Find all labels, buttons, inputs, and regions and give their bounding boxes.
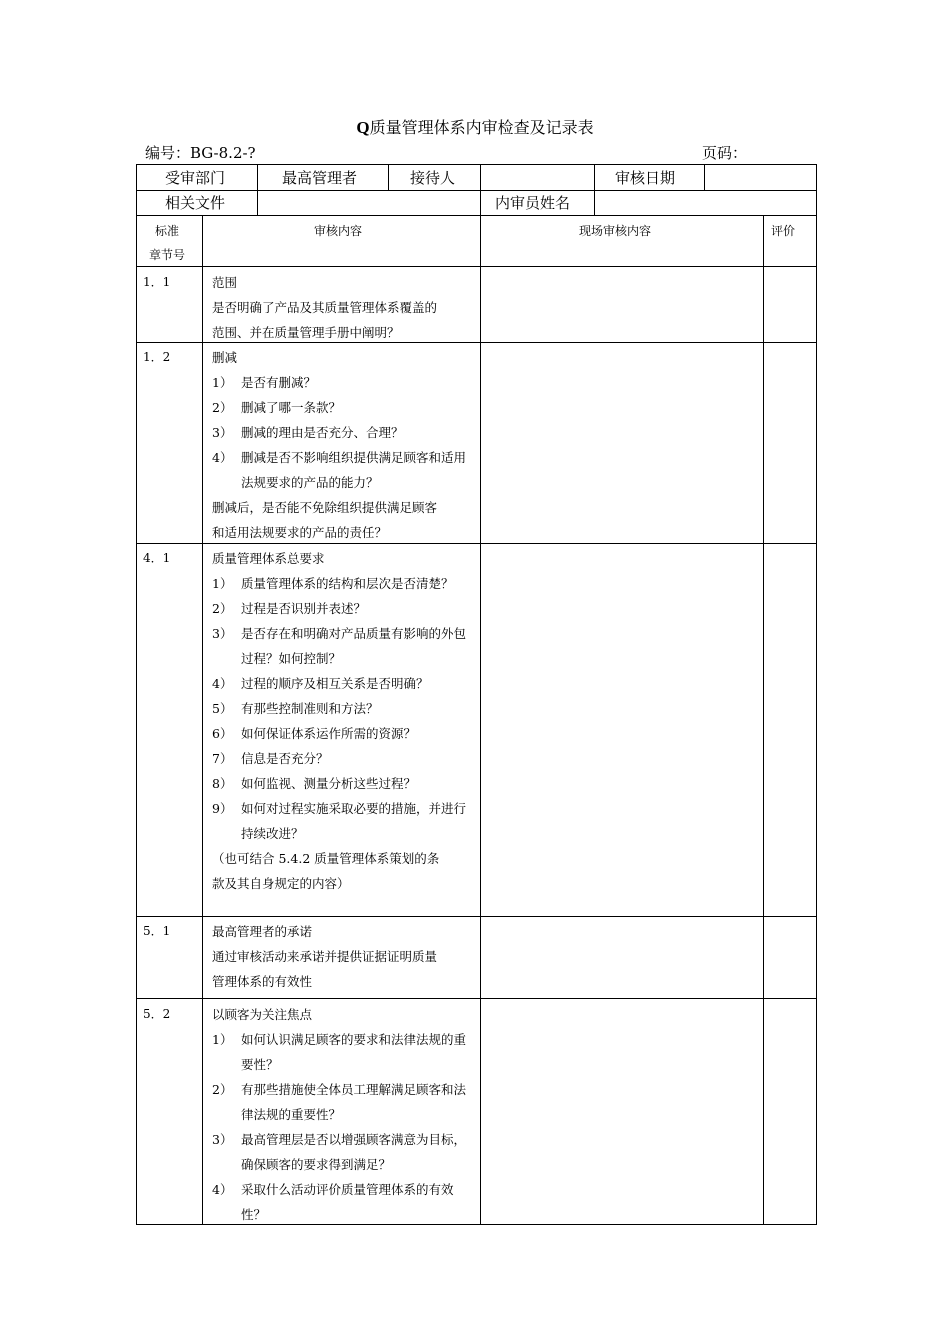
label-top-management: 最高管理者 [282, 169, 358, 187]
item-text: 信息是否充分？ [241, 751, 329, 766]
list-item [212, 796, 474, 846]
content-line: 是否明确了产品及其质量管理体系覆盖的 [212, 300, 438, 315]
content-line: 删减后，是否能不免除组织提供满足顾客 [212, 500, 438, 515]
row-divider [136, 190, 817, 191]
item-number: 1） [212, 576, 233, 591]
item-number: 7） [212, 751, 233, 766]
list-item [212, 445, 474, 495]
label-related-docs: 相关文件 [165, 194, 226, 212]
list-item [212, 721, 474, 746]
form-title [0, 118, 950, 138]
col-divider [480, 190, 481, 215]
item-number: 1） [212, 1032, 233, 1047]
list-item [212, 1077, 474, 1127]
item-text: 有那些控制准则和方法？ [241, 701, 379, 716]
item-number: 3） [212, 425, 233, 440]
item-text: 删减是否不影响组织提供满足顾客和适用法规要求的产品的能力？ [241, 450, 467, 490]
item-text: 删减的理由是否充分、合理？ [241, 425, 404, 440]
item-number: 5） [212, 701, 233, 716]
item-text: 如何监视、测量分析这些过程？ [241, 776, 417, 791]
col-divider [257, 164, 258, 190]
item-text: 删减了哪一条款？ [241, 400, 342, 415]
list-item [212, 395, 474, 420]
row-divider [136, 998, 817, 999]
row-divider [136, 215, 817, 216]
item-text: 如何保证体系运作所需的资源？ [241, 726, 417, 741]
list-item [212, 746, 474, 771]
section-5-2-content [212, 1002, 474, 1227]
title-prefix: Q [356, 118, 370, 137]
title-text: 质量管理体系内审检查及记录表 [369, 118, 594, 137]
col-clause-line2: 章节号 [149, 248, 186, 262]
label-audited-dept: 受审部门 [165, 169, 226, 187]
table-border-top [136, 164, 817, 165]
section-heading: 删减 [212, 350, 238, 365]
col-divider [202, 215, 203, 1225]
clause-number: 1．2 [143, 350, 171, 364]
item-text: 是否存在和明确对产品质量有影响的外包过程？如何控制？ [241, 626, 467, 666]
section-heading: 质量管理体系总要求 [212, 551, 325, 566]
content-line: 范围、并在质量管理手册中阐明？ [212, 325, 400, 340]
clause-number: 5．1 [143, 924, 171, 938]
label-receiver: 接待人 [410, 169, 456, 187]
col-divider [257, 190, 258, 215]
list-item [212, 1127, 474, 1177]
table-border-left [136, 164, 137, 1225]
content-line: 和适用法规要求的产品的责任？ [212, 525, 388, 540]
item-number: 2） [212, 601, 233, 616]
clause-number: 5．2 [143, 1007, 171, 1021]
item-text: 有那些措施使全体员工理解满足顾客和法律法规的重要性？ [241, 1082, 467, 1122]
item-text: 是否有删减？ [241, 375, 317, 390]
item-number: 4） [212, 450, 233, 465]
section-heading: 以顾客为关注焦点 [212, 1007, 313, 1022]
list-item [212, 621, 474, 671]
item-number: 4） [212, 676, 233, 691]
content-line: 款及其自身规定的内容） [212, 876, 350, 891]
item-text: 如何认识满足顾客的要求和法律法规的重要性？ [241, 1032, 467, 1072]
list-item [212, 596, 474, 621]
section-1-2-content [212, 345, 474, 545]
item-text: 最高管理层是否以增强顾客满意为目标，确保顾客的要求得到满足？ [241, 1132, 467, 1172]
col-divider [388, 164, 389, 190]
item-number: 3） [212, 626, 233, 641]
section-heading: 最高管理者的承诺 [212, 924, 313, 939]
item-text: 质量管理体系的结构和层次是否清楚？ [241, 576, 454, 591]
list-item [212, 1177, 474, 1227]
col-divider [594, 164, 595, 190]
list-item [212, 420, 474, 445]
list-item [212, 571, 474, 596]
col-divider [763, 215, 764, 1225]
list-item [212, 671, 474, 696]
item-number: 2） [212, 1082, 233, 1097]
col-rating: 评价 [771, 224, 796, 238]
content-line: （也可结合 5.4.2 质量管理体系策划的条 [212, 851, 440, 866]
list-item [212, 1027, 474, 1077]
section-4-1-content [212, 546, 474, 896]
label-audit-date: 审核日期 [615, 169, 676, 187]
col-divider [480, 164, 481, 190]
item-number: 4） [212, 1182, 233, 1197]
list-item [212, 771, 474, 796]
item-number: 8） [212, 776, 233, 791]
col-divider [704, 164, 705, 190]
item-text: 过程的顺序及相互关系是否明确？ [241, 676, 429, 691]
item-text: 如何对过程实施采取必要的措施，并进行持续改进？ [241, 801, 467, 841]
item-number: 3） [212, 1132, 233, 1147]
col-divider [594, 190, 595, 215]
col-divider [480, 215, 481, 1225]
col-clause-line1: 标准 [155, 224, 180, 238]
row-divider [136, 916, 817, 917]
col-audit-content: 审核内容 [314, 224, 363, 238]
item-number: 6） [212, 726, 233, 741]
row-divider [136, 266, 817, 267]
clause-number: 4．1 [143, 551, 171, 565]
section-5-1-content [212, 919, 474, 994]
list-item [212, 696, 474, 721]
col-onsite-content: 现场审核内容 [579, 224, 652, 238]
content-line: 管理体系的有效性 [212, 974, 313, 989]
section-heading: 范围 [212, 275, 238, 290]
table-border-right [816, 164, 817, 1225]
clause-number: 1．1 [143, 275, 171, 289]
list-item [212, 370, 474, 395]
content-line: 通过审核活动来承诺并提供证据证明质量 [212, 949, 438, 964]
item-text: 过程是否识别并表述？ [241, 601, 367, 616]
form-number: 编号：BG-8.2-? [145, 144, 256, 162]
item-text: 采取什么活动评价质量管理体系的有效性？ [241, 1182, 454, 1222]
section-1-1-content [212, 270, 474, 345]
item-number: 2） [212, 400, 233, 415]
label-auditor-name: 内审员姓名 [495, 194, 571, 212]
page-number: 页码： [702, 144, 748, 162]
item-number: 9） [212, 801, 233, 816]
item-number: 1） [212, 375, 233, 390]
